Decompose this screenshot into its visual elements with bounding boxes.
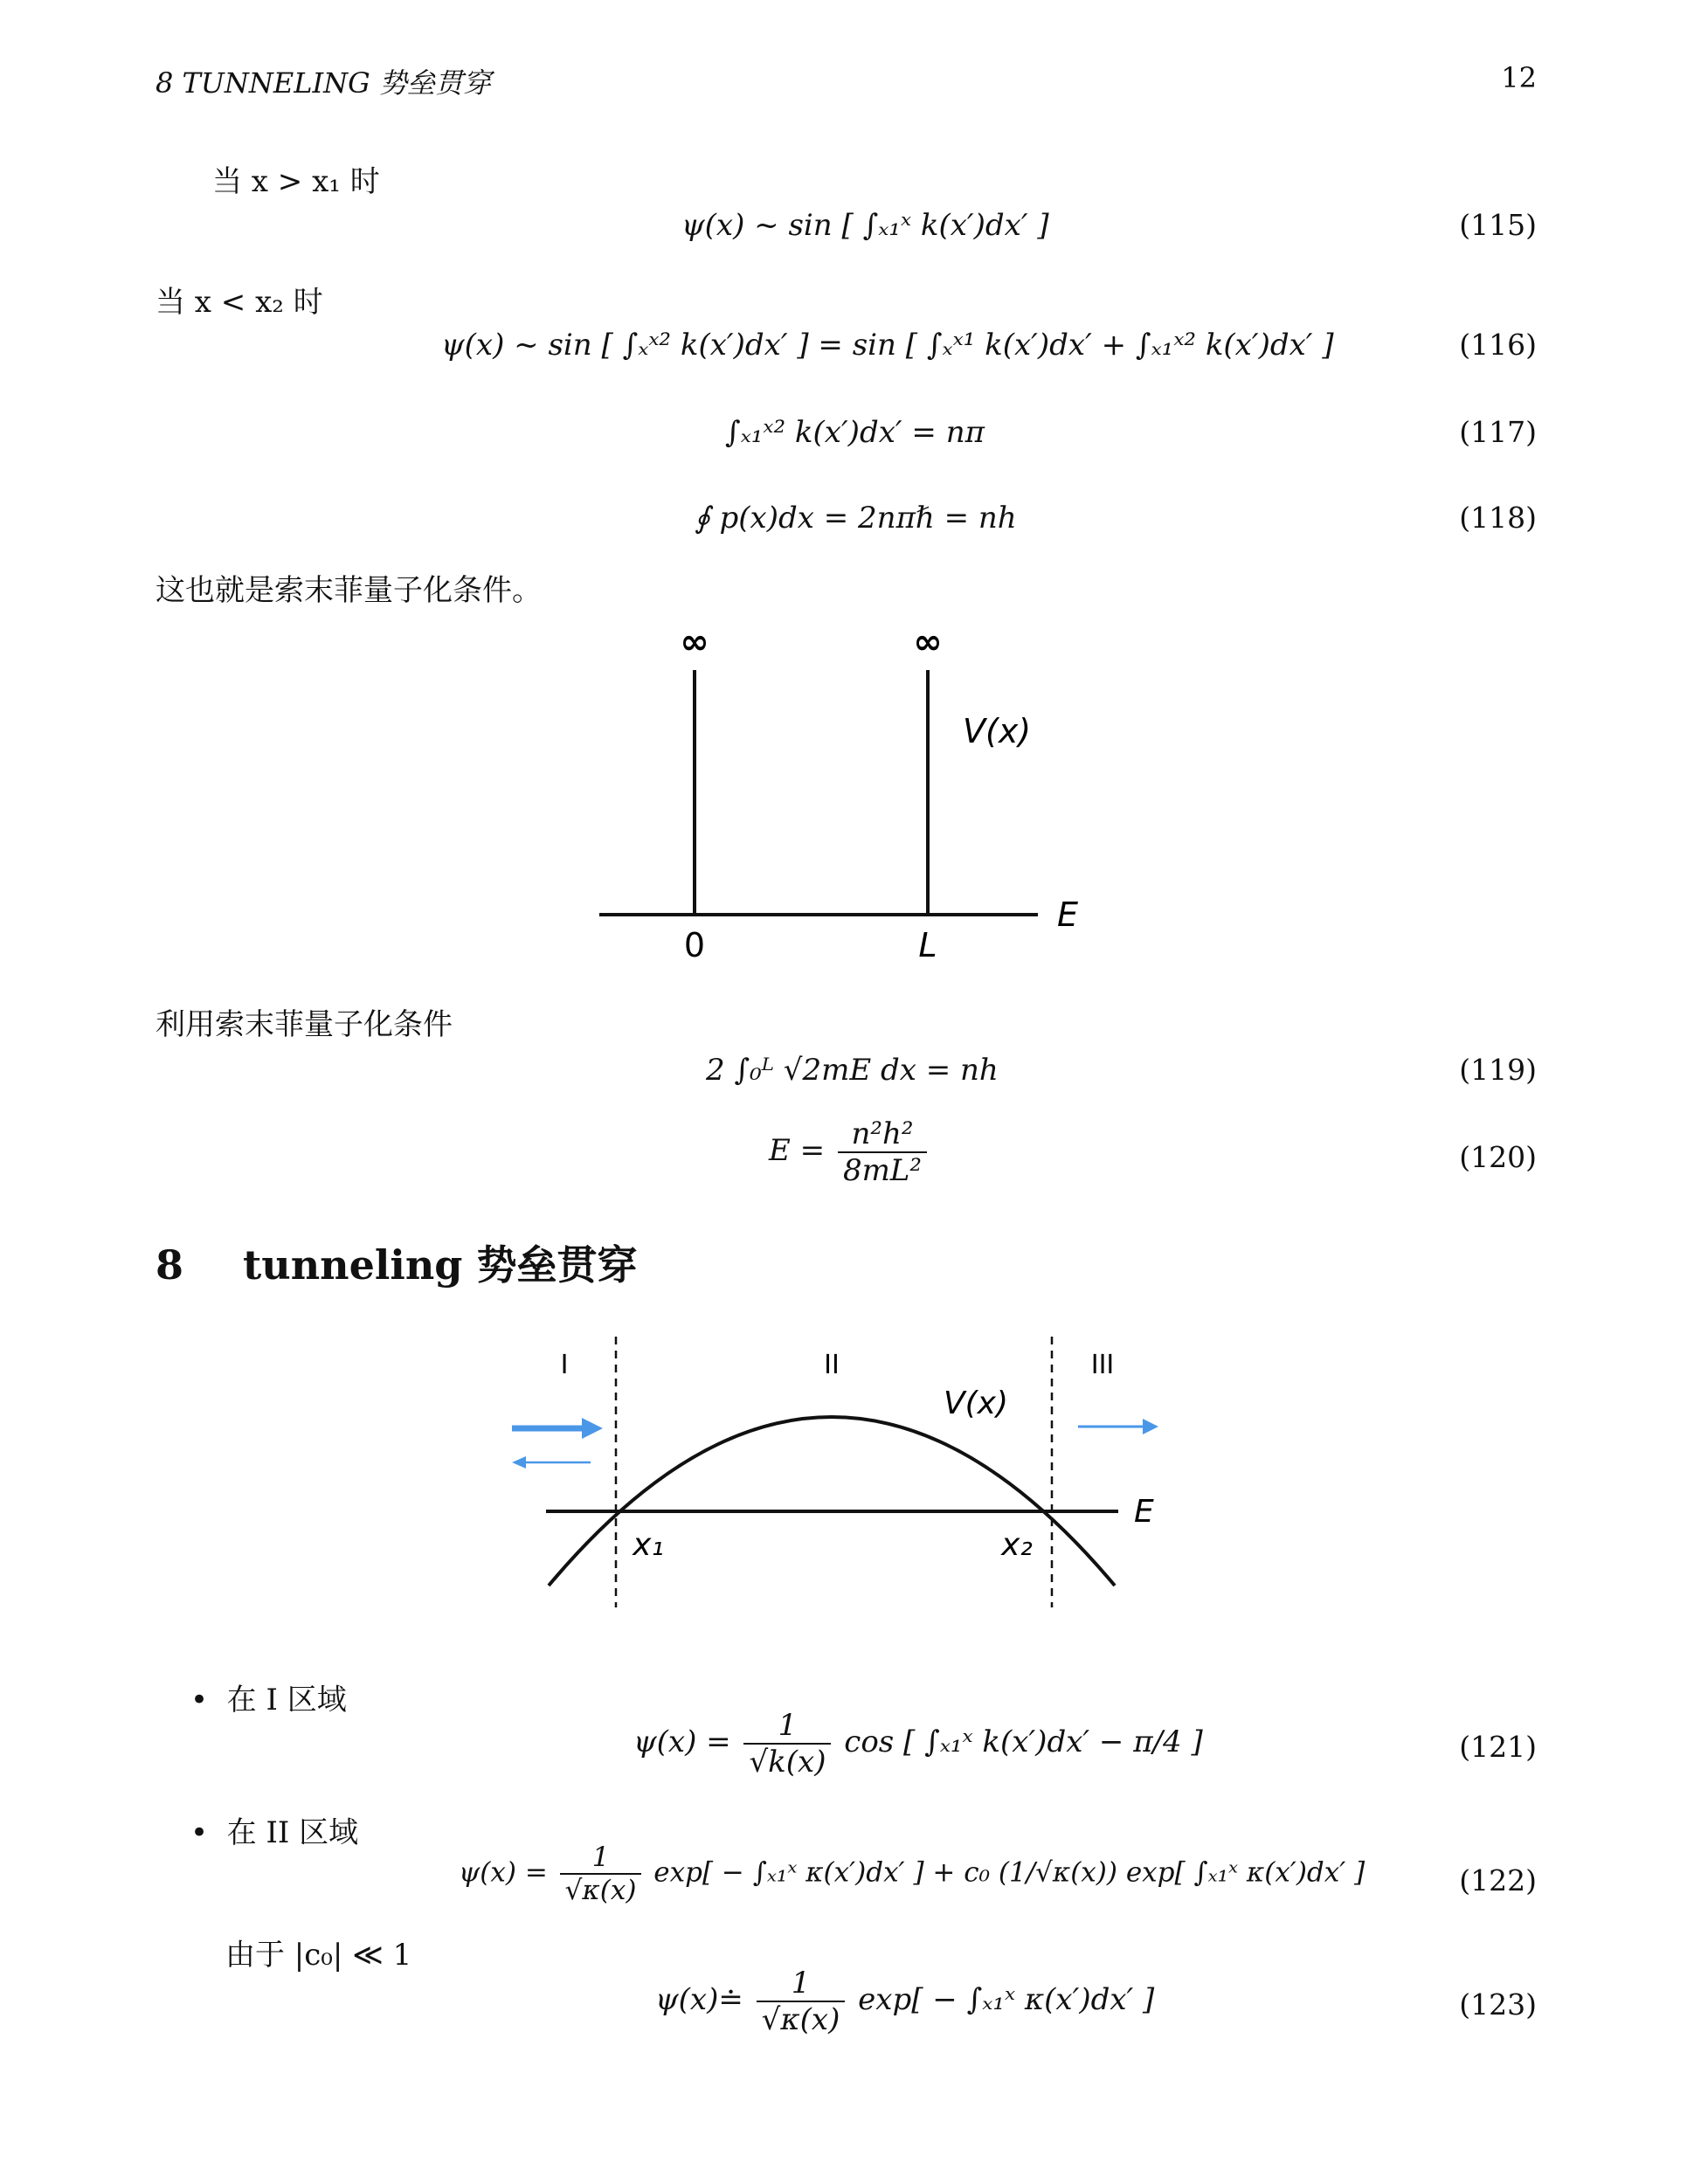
equation-119: 2 ∫₀ᴸ √2mE dx = nh (706, 1053, 999, 1088)
section-title: tunneling 势垒贯穿 (243, 1241, 638, 1289)
equation-116: ψ(x) ~ sin [ ∫ₓˣ² k(x′)dx′ ] = sin [ ∫ₓˣ¹ k(x′)dx′ + ∫ₓ₁ˣ² k(x′)dx′ ] (441, 328, 1334, 363)
equation-123 (655, 1966, 1154, 2037)
equation-117: ∫ₓ₁ˣ² k(x′)dx′ = nπ (725, 415, 985, 450)
equation-number-121: (121) (1459, 1730, 1537, 1764)
equation-122-rhs: exp[ − ∫ₓ₁ˣ κ(x′)dx′ ] + c₀ (1/√κ(x)) exp[ ∫ₓ₁ˣ κ(x′)dx′ ] (653, 1856, 1366, 1889)
bullet-region-2: • 在 II 区域 (190, 1815, 359, 1850)
equation-122 (459, 1842, 1365, 1906)
transmitted-wave-arrow (1078, 1419, 1158, 1434)
c0-condition-text: 由于 |c₀| ≪ 1 (225, 1938, 412, 1973)
potential-label: V(x) (963, 712, 1032, 750)
equation-122-numerator: 1 (560, 1842, 642, 1875)
equation-number-116: (116) (1459, 328, 1537, 362)
bullet-region-1: • 在 I 区域 (190, 1683, 347, 1717)
bullet-region-1-text: 在 I 区域 (226, 1683, 347, 1717)
infinity-right-label: ∞ (913, 622, 943, 662)
potential-label-2: V(x) (944, 1386, 1009, 1421)
section-heading (156, 1234, 637, 1291)
region-1-label: I (560, 1350, 569, 1380)
equation-123-numerator: 1 (757, 1966, 846, 2002)
equation-number-120: (120) (1459, 1140, 1537, 1174)
equation-120-denominator: 8mL² (842, 1153, 923, 1188)
equation-number-119: (119) (1459, 1053, 1537, 1087)
equation-121-rhs: cos [ ∫ₓ₁ˣ k(x′)dx′ − π/4 ] (844, 1724, 1203, 1759)
condition-x-gt-x1: 当 x > x₁ 时 (212, 164, 380, 199)
equation-121-numerator: 1 (743, 1708, 831, 1745)
condition-x-lt-x2: 当 x < x₂ 时 (156, 285, 323, 320)
equation-123-denominator: √κ(x) (761, 2002, 840, 2037)
equation-123-rhs: exp[ − ∫ₓ₁ˣ κ(x′)dx′ ] (858, 1982, 1155, 2017)
energy-label: E (1057, 895, 1079, 934)
tunneling-barrier-figure (498, 1319, 1179, 1616)
page-number: 12 (1501, 61, 1537, 94)
x2-label: x₂ (1001, 1527, 1033, 1563)
sommerfeld-note: 这也就是索末菲量子化条件。 (156, 573, 542, 608)
equation-number-123: (123) (1459, 1987, 1537, 2022)
reflected-wave-arrow (512, 1456, 591, 1469)
equation-121-lhs: ψ(x) = (633, 1724, 731, 1759)
equation-120-numerator: n²h² (838, 1116, 927, 1153)
x1-label: x₁ (633, 1527, 664, 1563)
equation-123-lhs: ψ(x)≐ (655, 1982, 743, 2017)
equation-120-lhs: E = (769, 1133, 826, 1168)
sommerfeld-use-text: 利用索末菲量子化条件 (156, 1007, 453, 1042)
region-2-label: II (824, 1350, 840, 1380)
incident-wave-arrow (512, 1418, 603, 1439)
region-3-label: III (1090, 1350, 1115, 1380)
section-number: 8 (156, 1241, 184, 1289)
tick-zero-label: 0 (683, 926, 706, 964)
infinite-well-figure (585, 620, 1092, 978)
equation-122-lhs: ψ(x) = (459, 1856, 548, 1889)
equation-number-118: (118) (1459, 501, 1537, 535)
equation-number-115: (115) (1459, 208, 1537, 242)
infinity-left-label: ∞ (680, 622, 709, 662)
energy-label-2: E (1134, 1494, 1154, 1530)
running-header: 8 TUNNELING 势垒贯穿 (156, 66, 491, 100)
equation-number-122: (122) (1459, 1863, 1537, 1897)
equation-120 (769, 1116, 930, 1188)
equation-115: ψ(x) ~ sin [ ∫ₓ₁ˣ k(x′)dx′ ] (681, 208, 1049, 243)
bullet-region-2-text: 在 II 区域 (226, 1815, 359, 1850)
equation-number-117: (117) (1459, 415, 1537, 449)
tick-L-label: L (918, 926, 937, 964)
equation-122-denominator: √κ(x) (564, 1875, 637, 1906)
equation-118: ∮ p(x)dx = 2nπℏ = nh (695, 501, 1017, 536)
equation-121 (633, 1708, 1203, 1780)
equation-121-denominator: √k(x) (749, 1745, 826, 1780)
